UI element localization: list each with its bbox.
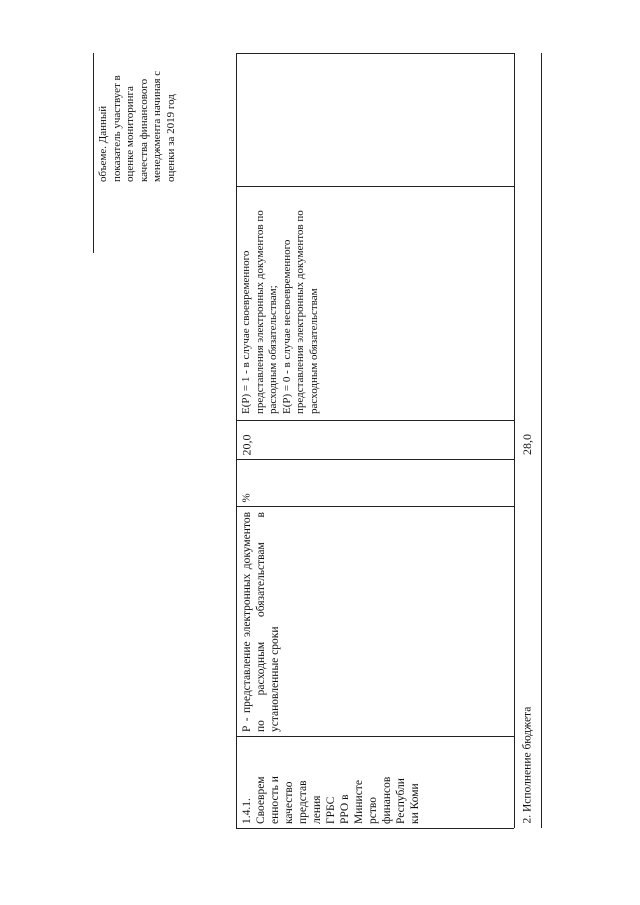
top-note-text: объеме. Данный показатель участвует в оценке мониторинга качества финансового менеджмента начиная с оценки за 2019 год [97,70,177,182]
cell-unit [236,459,514,506]
indicator-text: Р - представление электронных документов по расходным обязательствам в установленные сроки [241,512,281,732]
cell-code-1-4-1 [236,736,514,828]
cell-formula [236,186,514,420]
weight-text: 20,0 [239,434,254,456]
table-border-bottom [236,828,514,829]
code-cell-text: 1.4.1. Своеврем енность и качество представ ления ГРБС РРО в Министе рство финансов Республи ки Коми [241,776,421,824]
section-divider-line [541,53,542,828]
cell-weight [236,420,514,459]
cell-top-note [93,53,236,186]
cell-indicator [236,506,514,736]
formula-text: E(P) = 1 - в случае своевременного представления электронных документов по расходным обязательствам; E(P) = 0 - в случае несвоевременного представления электронных документов по расходным обязательствам [240,210,320,414]
unit-text: % [240,493,253,503]
cell-section-2-weight [514,420,541,459]
cell-note [236,53,514,186]
section-2-weight: 28,0 [520,434,534,455]
cell-section-2-label [514,506,541,828]
section-2-label: 2. Исполнение бюджета [521,706,534,824]
